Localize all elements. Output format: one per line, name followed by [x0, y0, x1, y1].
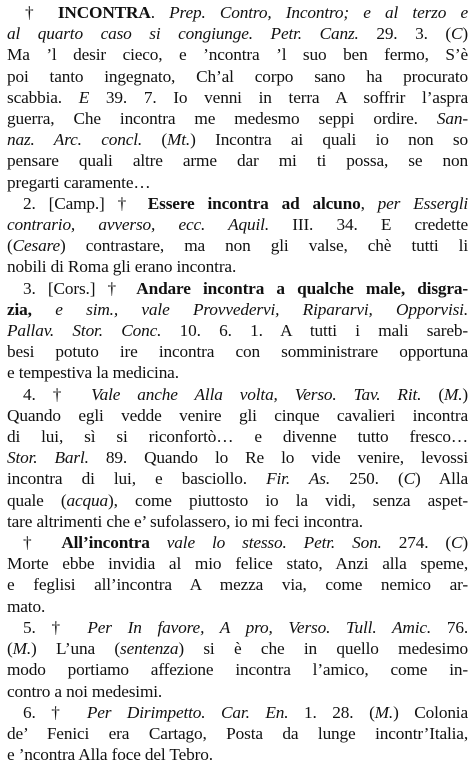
text-line: scabbia. E 39. 7. Io venni in terra A soffrir l’aspra [7, 87, 468, 107]
text-line: besi potuto ire incontra con somministrare opportuna [7, 342, 468, 362]
text-line: poi tanto ingegnato, Ch’al corpo sano ha procurato [7, 66, 468, 86]
text-line: guerra, Che incontra me medesmo seppi ordire. San- [7, 109, 468, 129]
text-line: Stor. Barl. 89. Quando lo Re lo vide venire, levossi [7, 448, 468, 468]
text-line: pensare quali altre arme dar mi ti possa, se non [7, 151, 468, 171]
text-line: pregarti caramente… [7, 172, 151, 192]
text-line: modo portiamo affezione incontra l’amico, come in- [7, 660, 468, 680]
text-line: 5. † Per In favore, A pro, Verso. Tull. Amic. 76. [23, 617, 468, 637]
text-line: 3. [Cors.] † Andare incontra a qualche male, disgra- [23, 278, 468, 298]
text-line: zia, e sim., vale Provvedervi, Ripararvi, Opporvisi. [7, 299, 468, 319]
text-line: 4. † Vale anche Alla volta, Verso. Tav. Rit. (M.) [23, 384, 468, 404]
text-line: de’ Fenici era Cartago, Posta da lunge incontr’Italia, [7, 723, 468, 743]
text-line: (M.) L’una (sentenza) si è che in quello medesimo [7, 639, 468, 659]
text-line: al quarto caso si congiunge. Petr. Canz. 29. 3. (C) [7, 24, 468, 44]
text-line: mato. [7, 596, 46, 616]
text-line: nobili di Roma gli erano incontra. [7, 257, 237, 277]
text-line: quale (acqua), come piuttosto io la vidi, senza aspet- [7, 490, 468, 510]
text-line: Morte ebbe invidia al mio felice stato, Anzi alla speme, [7, 554, 468, 574]
text-line: contro a noi medesimi. [7, 681, 163, 701]
text-line: 2. [Camp.] † Essere incontra ad alcuno, per Essergli [23, 193, 468, 213]
text-line: Ma ’l desir cieco, e ’ncontra ’l suo ben fermo, S’è [7, 45, 468, 65]
text-line: † All’incontra vale lo stesso. Petr. Son. 274. (C) [23, 533, 468, 553]
text-line: 6. † Per Dirimpetto. Car. En. 1. 28. (M.) Colonia [23, 702, 468, 722]
text-line: contrario, avverso, ecc. Aquil. III. 34. E credette [7, 215, 468, 235]
text-line: tare altrimenti che e’ sufolassero, io mi feci incontra. [7, 511, 363, 531]
text-line: Quando egli vedde venire gli cinque cavalieri incontra [7, 405, 468, 425]
text-line: naz. Arc. concl. (Mt.) Incontra ai quali io non so [7, 130, 468, 150]
text-line: † INCONTRA. Prep. Contro, Incontro; e al terzo e [25, 3, 468, 22]
text-line: (Cesare) contrastare, ma non gli valse, chè tutti li [7, 236, 468, 256]
text-line: e tempestiva la medicina. [7, 363, 179, 383]
text-line: di lui, sì si riconfortò… e divenne tutto fresco… [7, 427, 468, 447]
text-line: Pallav. Stor. Conc. 10. 6. 1. A tutti i mali sareb- [7, 321, 468, 341]
text-line: e ’ncontra Alla foce del Tebro. [7, 745, 213, 765]
text-line: e feglisi all’incontra A mezza via, come nemico ar- [7, 575, 468, 595]
text-line: incontra di lui, e basciollo. Fir. As. 250. (C) Alla [7, 469, 468, 489]
